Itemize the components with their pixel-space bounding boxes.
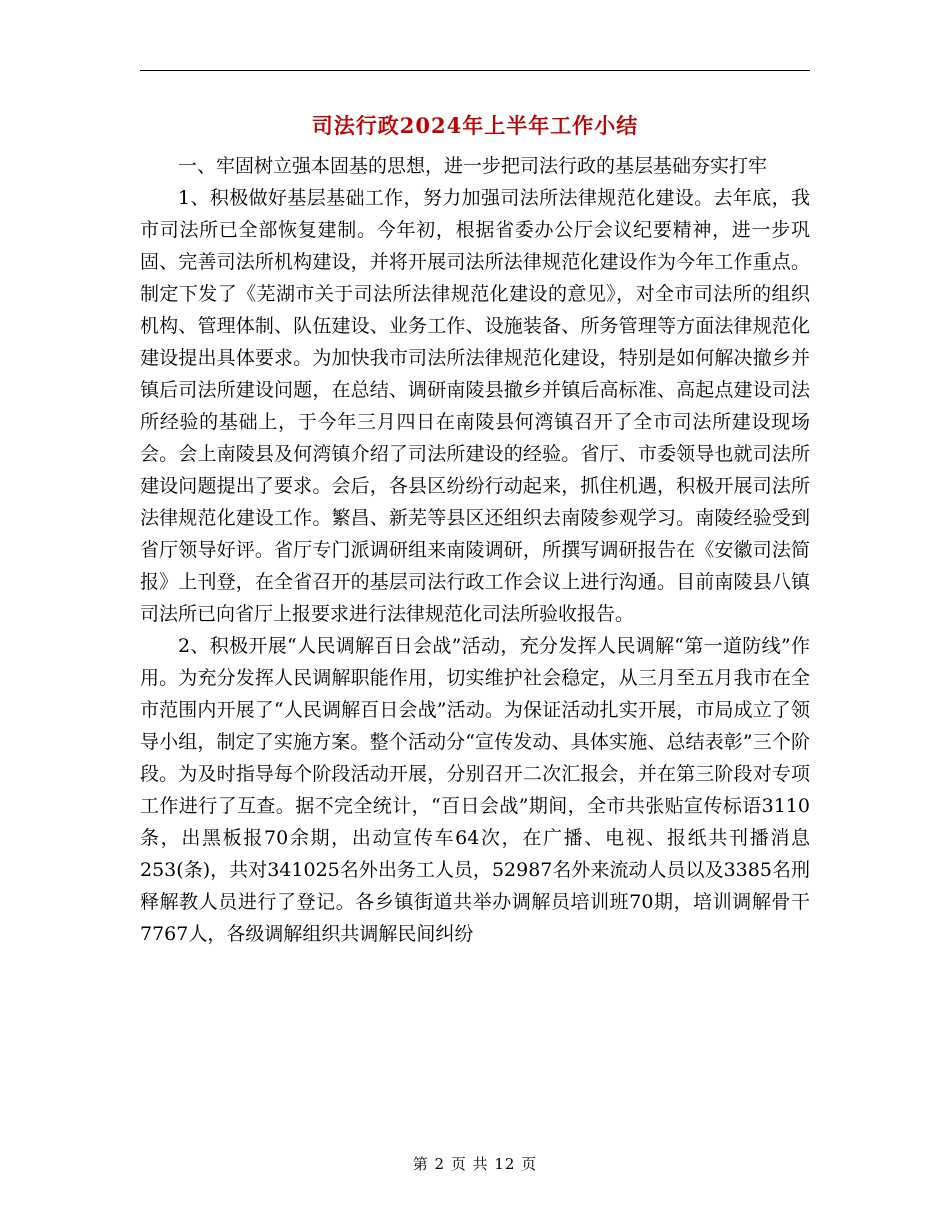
paragraph-2: 2、积极开展“人民调解百日会战”活动，充分发挥人民调解“第一道防线”作用。为充分发挥人民调解职能作用，切实维护社会稳定，从三月至五月我市在全市范围内开展了“人民调解百日会战”活动。为保证活动扎实开展，市局成立了领导小组，制定了实施方案。整个活动分“宣传发动、具体实施、总结表彰”三个阶段。为及时指导每个阶段活动开展，分别召开二次汇报会，并在第三阶段对专项工作进行了互查。据不完全统计，“百日会战”期间，全市共张贴宣传标语3110条，出黑板报70余期，出动宣传车64次，在广播、电视、报纸共刊播消息253(条)，共对341025名外出务工人员，52987名外来流动人员以及3385名刑释解教人员进行了登记。各乡镇街道共举办调解员培训班70期，培训调解骨干7767人，各级调解组织共调解民间纠纷	[140, 635, 810, 945]
paragraph-1: 1、积极做好基层基础工作，努力加强司法所法律规范化建设。去年底，我市司法所已全部恢复建制。今年初，根据省委办公厅会议纪要精神，进一步巩固、完善司法所机构建设，并将开展司法所法律规范化建设作为今年工作重点。制定下发了《芜湖市关于司法所法律规范化建设的意见》，对全市司法所的组织机构、管理体制、队伍建设、业务工作、设施装备、所务管理等方面法律规范化建设提出具体要求。为加快我市司法所法律规范化建设，特别是如何解决撤乡并镇后司法所建设问题，在总结、调研南陵县撤乡并镇后高标准、高起点建设司法所经验的基础上，于今年三月四日在南陵县何湾镇召开了全市司法所建设现场会。会上南陵县及何湾镇介绍了司法所建设的经验。省厅、市委领导也就司法所建设问题提出了要求。会后，各县区纷纷行动起来，抓住机遇，积极开展司法所法律规范化建设工作。繁昌、新芜等县区还组织去南陵参观学习。南陵经验受到省厅领导好评。省厅专门派调研组来南陵调研，所撰写调研报告在《安徽司法简报》上刊登，在全省召开的基层司法行政工作会议上进行沟通。目前南陵县八镇司法所已向省厅上报要求进行法律规范化司法所验收报告。	[140, 187, 810, 625]
section-heading: 一、牢固树立强本固基的思想，进一步把司法行政的基层基础夯实打牢	[178, 155, 768, 177]
header-rule	[140, 70, 810, 71]
document-title: 司法行政2024年上半年工作小结	[311, 113, 639, 138]
document-body	[140, 150, 810, 950]
page-number: 第 2 页 共 12 页	[412, 1155, 538, 1173]
